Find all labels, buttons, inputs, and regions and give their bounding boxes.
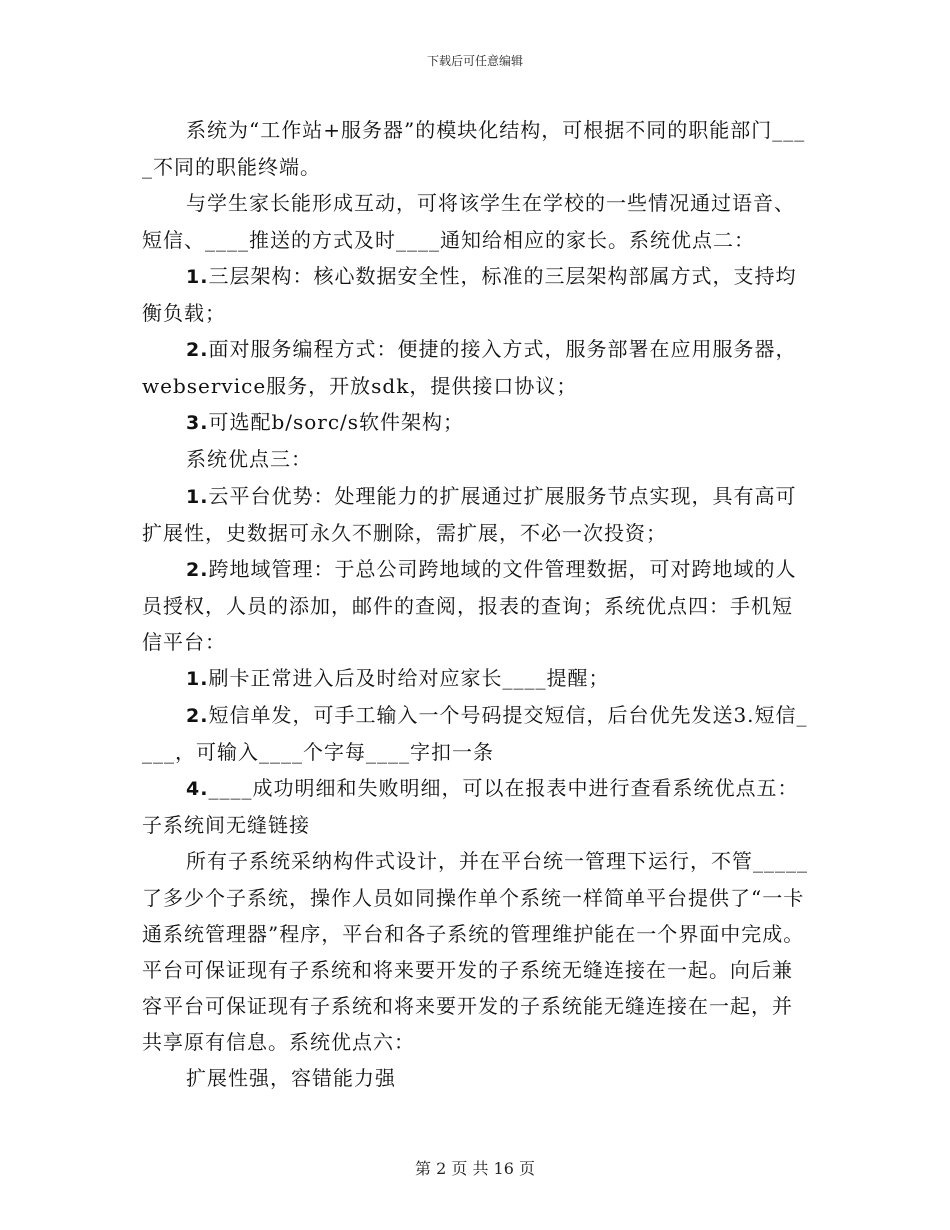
paragraph-text: ____成功明细和失败明细，可以在报表中进行查看系统优点五：子系统间无缝链接 <box>142 776 799 837</box>
item-number: 2. <box>186 705 209 727</box>
item-number: 2. <box>186 339 209 361</box>
paragraph-text: 所有子系统采纳构件式设计，并在平台统一管理下运行，不管_____了多少个子系统，操作人员如同操作单个系统一样简单平台提供了“一卡通系统管理器”程序，平台和各子系统的管理维护能在一个界面中完成。平台可保证现有子系统和将来要开发的子系统无缝连接在一起。向后兼容平台可保证现有子系统和将来要开发的子系统能无缝连接在一起，并共享原有信息。系统优点六： <box>142 849 808 1054</box>
paragraph-8 <box>142 551 810 660</box>
paragraph-text: 系统优点三： <box>186 447 312 471</box>
paragraph-2 <box>142 185 810 258</box>
page-header: 下载后可任意编辑 <box>426 54 523 68</box>
paragraph-12 <box>142 843 810 1060</box>
paragraph-text: 三层架构：核心数据安全性，标准的三层架构部属方式，支持均衡负载； <box>142 264 797 325</box>
item-number: 4. <box>186 778 209 800</box>
paragraph-text: 短信单发，可手工输入一个号码提交短信，后台优先发送3.短信____，可输入____个字每____字扣一条 <box>142 703 808 764</box>
paragraph-9 <box>142 660 810 697</box>
paragraph-text: 系统为“工作站+服务器”的模块化结构，可根据不同的职能部门____不同的职能终端。 <box>142 118 806 179</box>
item-number: 3. <box>186 412 209 434</box>
paragraph-7 <box>142 478 810 551</box>
document-body <box>142 112 810 1097</box>
paragraph-text: 面对服务编程方式：便捷的接入方式，服务部署在应用服务器，webservice服务，开放sdk，提供接口协议； <box>142 337 797 398</box>
page-footer: 第 2 页 共 16 页 <box>415 1159 535 1178</box>
paragraph-text: 跨地域管理：于总公司跨地域的文件管理数据，可对跨地域的人员授权，人员的添加，邮件的查阅，报表的查询；系统优点四：手机短信平台： <box>142 557 797 654</box>
paragraph-13 <box>142 1060 810 1097</box>
item-number: 1. <box>186 486 209 508</box>
paragraph-3 <box>142 258 810 331</box>
paragraph-10 <box>142 697 810 770</box>
paragraph-text: 与学生家长能形成互动，可将该学生在学校的一些情况通过语音、短信、____推送的方式及时____通知给相应的家长。系统优点二： <box>142 191 795 252</box>
paragraph-11 <box>142 770 810 843</box>
item-number: 1. <box>186 266 209 288</box>
paragraph-5 <box>142 404 810 441</box>
item-number: 1. <box>186 668 209 690</box>
paragraph-text: 刷卡正常进入后及时给对应家长____提醒； <box>208 666 610 690</box>
paragraph-6 <box>142 441 810 478</box>
paragraph-text: 可选配b/sorc/s软件架构； <box>208 410 465 434</box>
item-number: 2. <box>186 559 209 581</box>
paragraph-4 <box>142 331 810 404</box>
paragraph-text: 扩展性强，容错能力强 <box>186 1066 396 1090</box>
paragraph-text: 云平台优势：处理能力的扩展通过扩展服务节点实现，具有高可扩展性，史数据可永久不删除，需扩展，不必一次投资； <box>142 484 797 545</box>
paragraph-1 <box>142 112 810 185</box>
